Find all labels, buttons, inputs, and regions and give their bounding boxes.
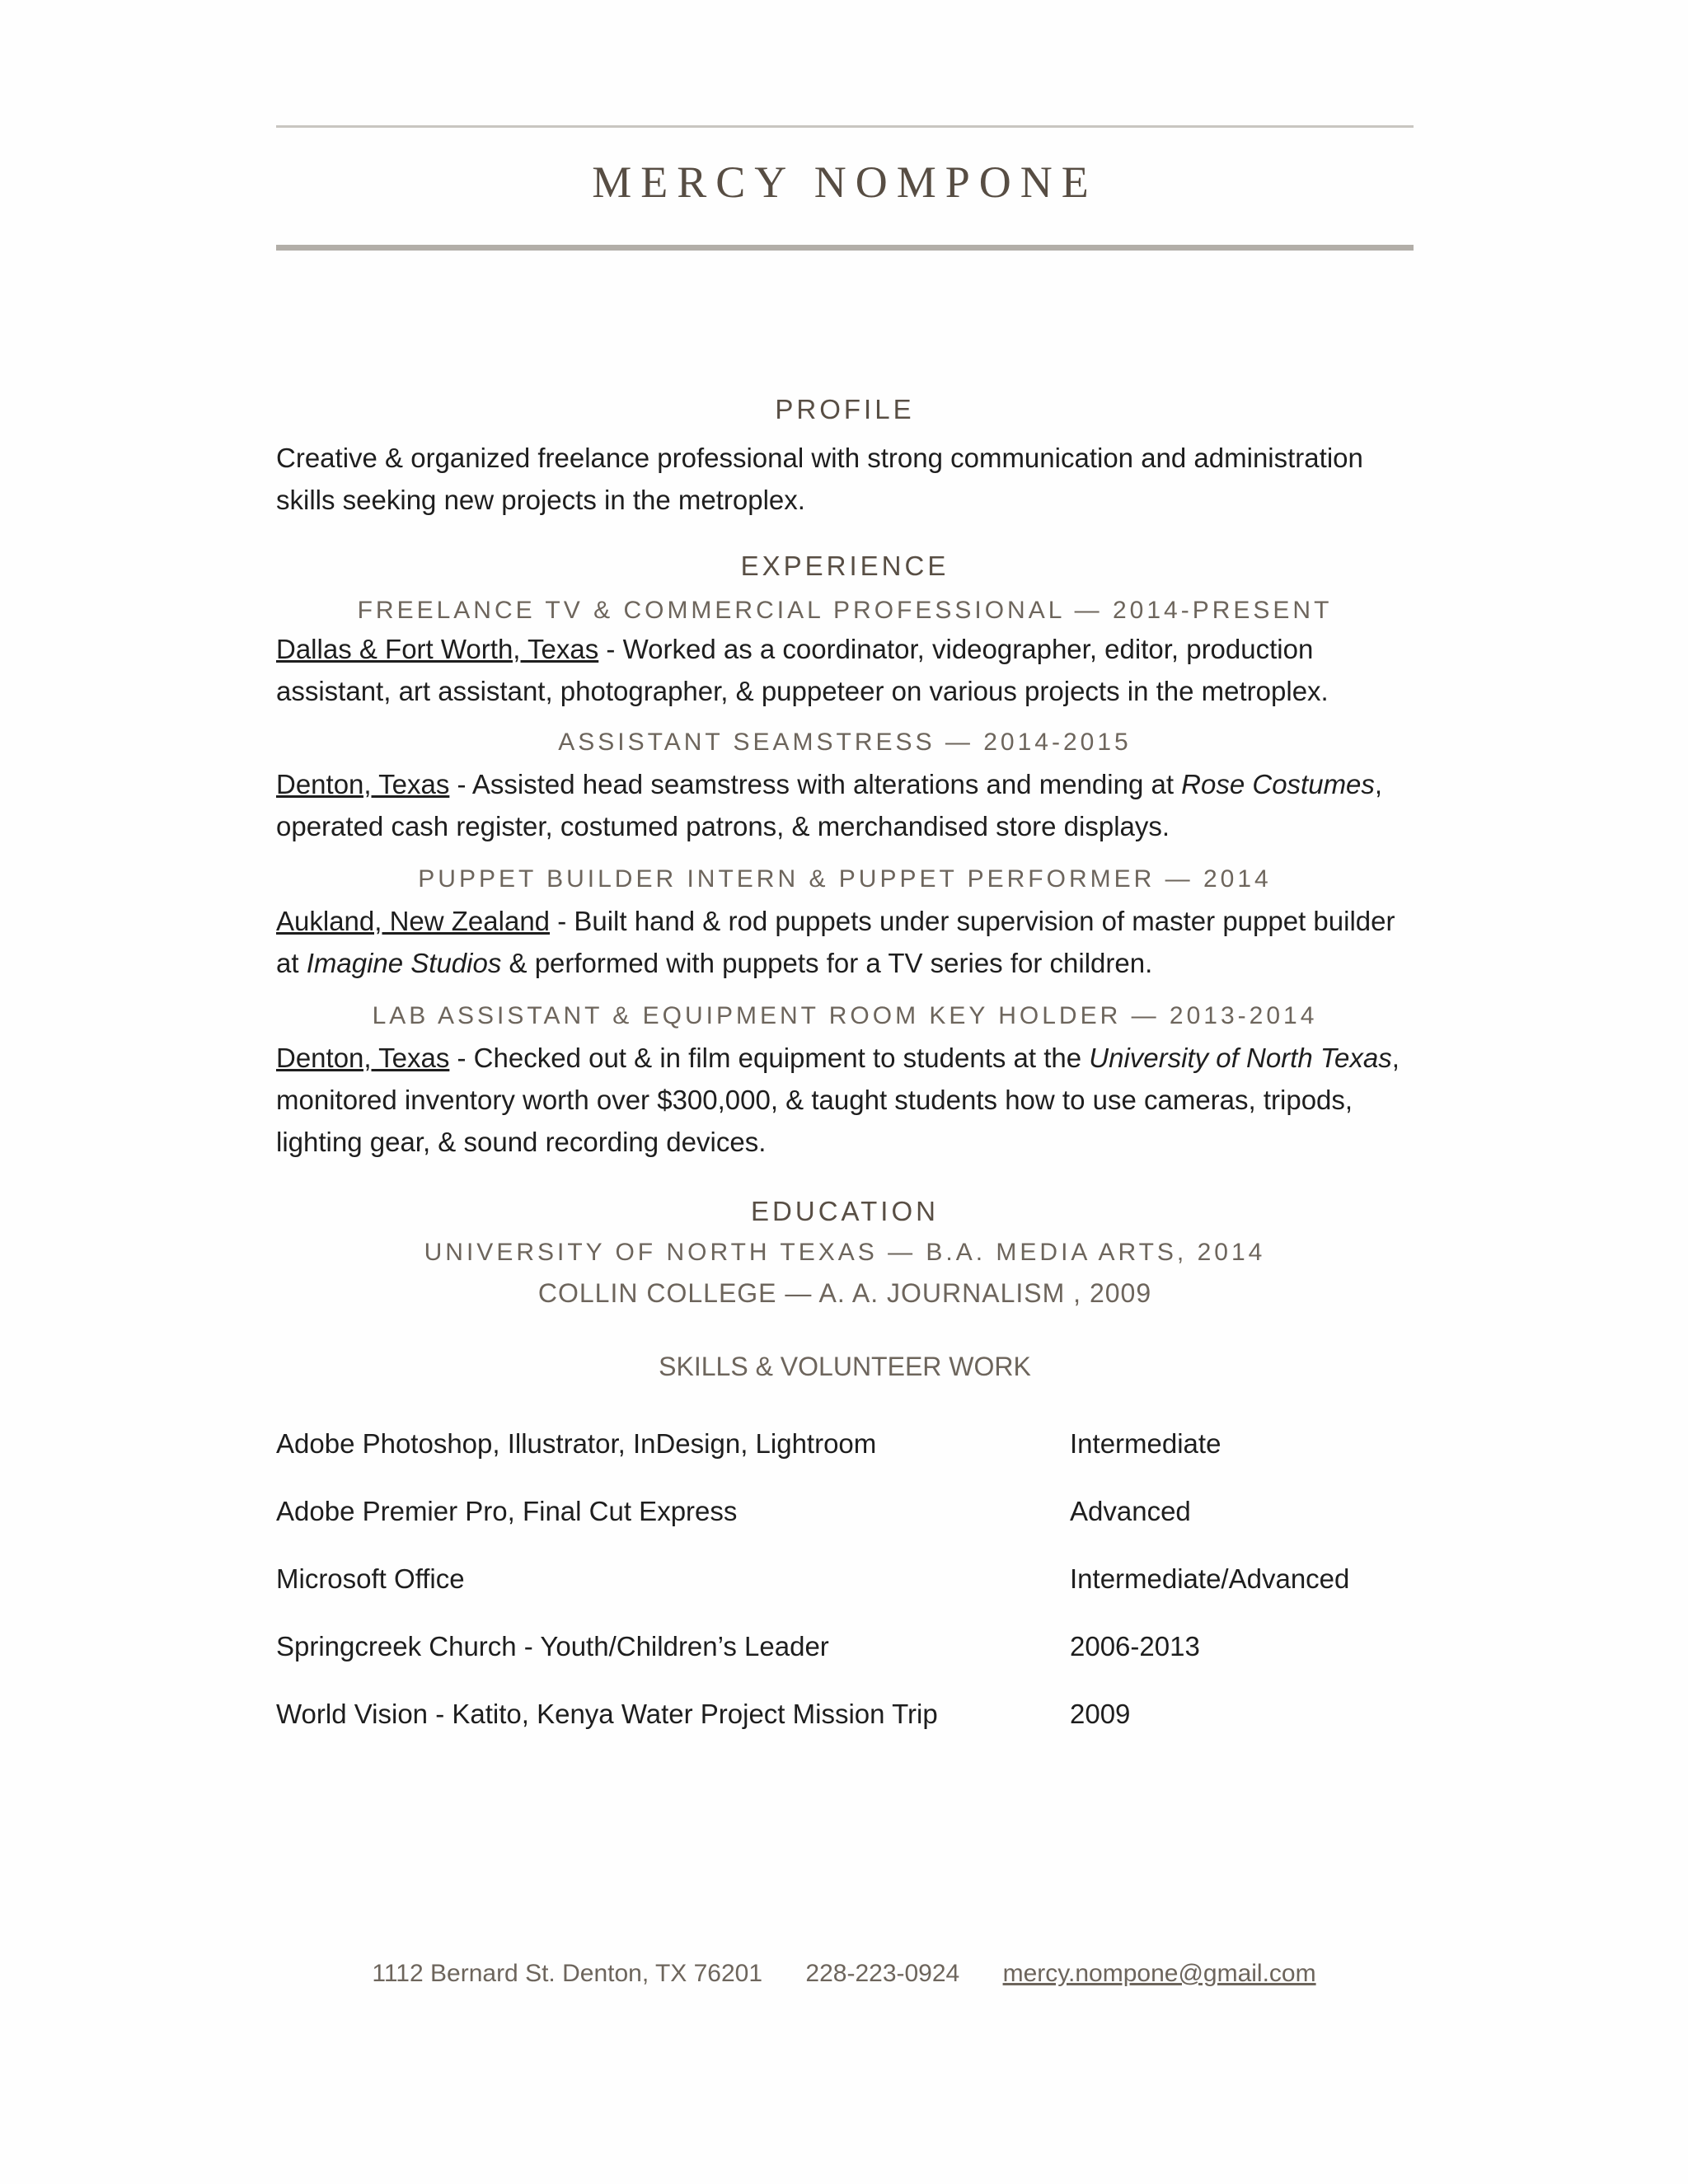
job-desc-text: - Assisted head seamstress with alterations and mending at [449,769,1182,799]
job-description [276,900,1414,984]
skill-row [276,1631,1414,1699]
skill-level: Intermediate [1070,1428,1221,1459]
job-entry [276,597,1414,712]
job-location: Denton, Texas [276,769,450,799]
education-heading: EDUCATION [751,1196,939,1226]
job-entry [276,729,1414,847]
skill-level: 2006-2013 [1070,1631,1200,1661]
job-entry [276,865,1414,984]
job-employer: Imagine Studios [306,948,502,978]
experience-heading: EXPERIENCE [740,551,950,581]
resume-content [276,394,1414,1766]
footer-email-link[interactable]: mercy.nompone@gmail.com [1002,1960,1316,1987]
job-desc-text: - Worked as a coordinator, videographer, editor, production assistant, art assistant, photographer, & puppeteer on various projects in the metroplex. [276,634,1329,706]
skill-level: Intermediate/Advanced [1070,1563,1350,1594]
job-title: FREELANCE TV & COMMERCIAL PROFESSIONAL — 2014-PRESENT [357,597,1333,624]
job-desc-text: , operated cash register, costumed patrons, & merchandised store displays. [276,769,1383,841]
job-desc-text: - Built hand & rod puppets under supervision of master puppet builder at [276,906,1395,978]
skill-row [276,1496,1414,1563]
resume-name: MERCY NOMPONE [592,157,1098,207]
skill-name: World Vision - Katito, Kenya Water Project Mission Trip [276,1699,938,1729]
job-employer: Rose Costumes [1181,769,1375,799]
job-employer: University of North Texas [1089,1043,1392,1073]
job-location: Dallas & Fort Worth, Texas [276,634,599,664]
skills-list [276,1428,1414,1766]
contact-footer [0,1960,1688,1988]
skill-row [276,1563,1414,1631]
job-desc-text: , monitored inventory worth over $300,000, & taught students how to use cameras, tripods, lighting gear, & sound recording devices. [276,1043,1400,1157]
footer-phone: 228-223-0924 [805,1960,960,1987]
footer-address: 1112 Bernard St. Denton, TX 76201 [372,1960,763,1987]
skill-row [276,1699,1414,1766]
job-desc-text: - Checked out & in film equipment to students at the [449,1043,1090,1073]
header-divider [276,245,1414,251]
job-location: Aukland, New Zealand [276,906,551,936]
job-description [276,1037,1414,1163]
job-title: PUPPET BUILDER INTERN & PUPPET PERFORMER — 2014 [418,865,1272,893]
job-description [276,628,1414,712]
job-location: Denton, Texas [276,1043,450,1073]
job-entry [276,1002,1414,1163]
skill-level: 2009 [1070,1699,1131,1729]
skill-level: Advanced [1070,1496,1191,1526]
education-line-1: UNIVERSITY OF NORTH TEXAS — B.A. MEDIA ARTS, 2014 [424,1239,1266,1266]
skills-heading: SKILLS & VOLUNTEER WORK [659,1352,1031,1381]
skill-name: Adobe Photoshop, Illustrator, InDesign, Lightroom [276,1428,877,1459]
profile-heading: PROFILE [775,394,915,424]
job-description [276,763,1414,847]
skill-row [276,1428,1414,1496]
top-divider [276,125,1414,128]
skill-name: Adobe Premier Pro, Final Cut Express [276,1496,738,1526]
skill-name: Springcreek Church - Youth/Children’s Leader [276,1631,829,1661]
job-title: ASSISTANT SEAMSTRESS — 2014-2015 [558,729,1132,756]
profile-text: Creative & organized freelance professional with strong communication and administration skills seeking new projects in the metroplex. [276,443,1363,515]
job-desc-text: & performed with puppets for a TV series for children. [501,948,1153,978]
job-title: LAB ASSISTANT & EQUIPMENT ROOM KEY HOLDER — 2013-2014 [372,1002,1318,1029]
education-line-2: COLLIN COLLEGE — A. A. JOURNALISM , 2009 [537,1278,1152,1308]
skill-name: Microsoft Office [276,1563,465,1594]
